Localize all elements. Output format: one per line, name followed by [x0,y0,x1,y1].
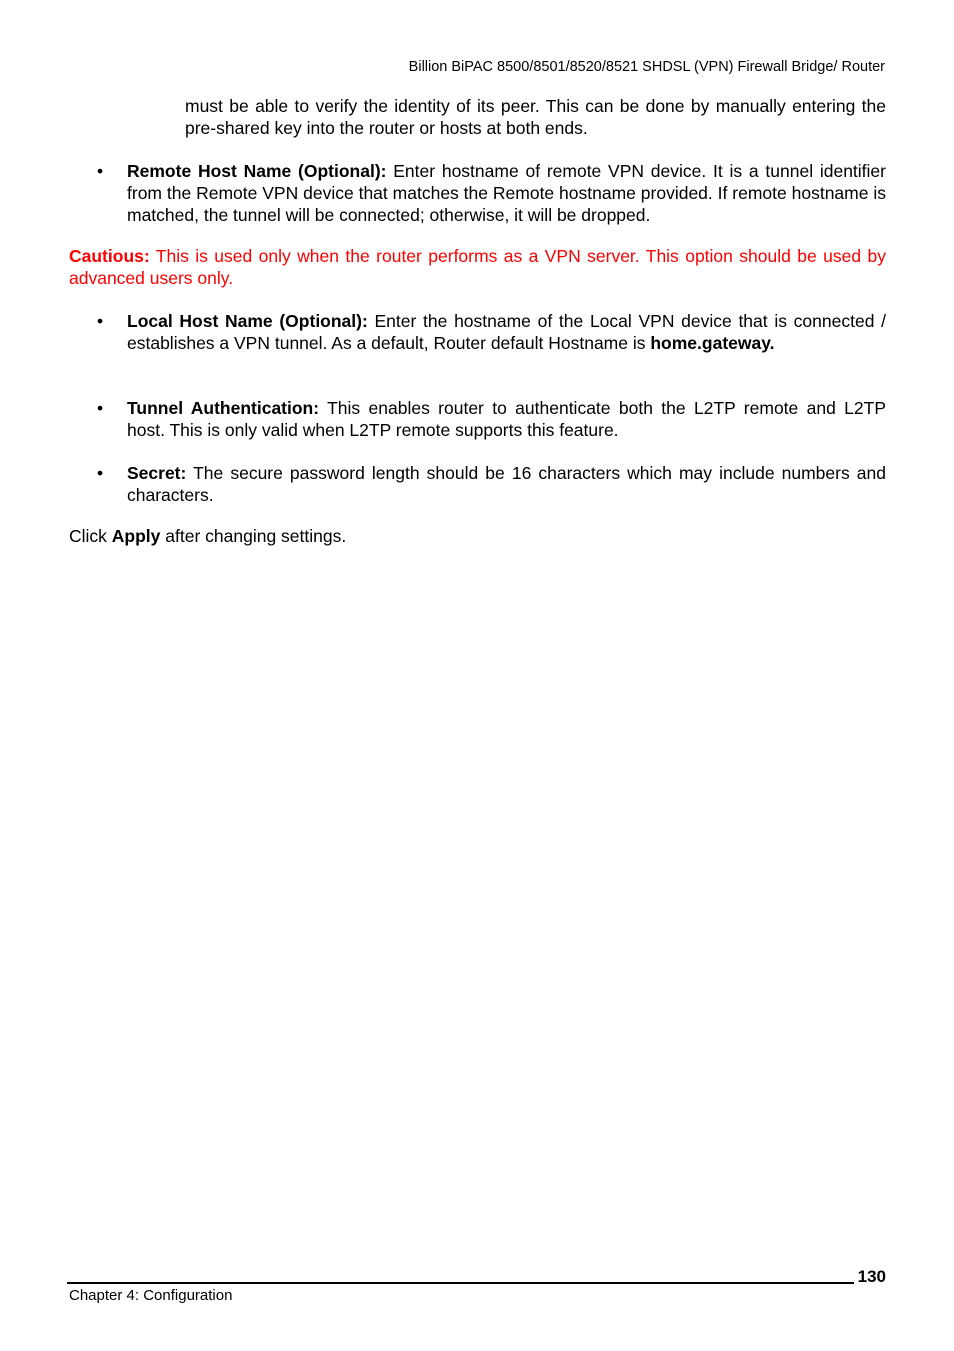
caution-label: Cautious: [69,246,150,266]
bullet-term: Local Host Name (Optional): [127,311,368,331]
bullet-term: Remote Host Name (Optional): [127,161,387,181]
chapter-label: Chapter 4: Configuration [69,1287,233,1304]
apply-suffix: after changing settings. [160,526,347,546]
apply-instruction [69,525,886,547]
bullet-marker: • [97,161,104,181]
bullet-text [127,462,886,506]
bullet-marker: • [97,311,104,331]
caution-note [69,245,886,289]
bullet-description: Enter hostname of remote VPN device. It is a tunnel identifier from the Remote VPN device that matches the Remote hostname provided. If remote hostname is matched, the tunnel will be connected; otherwise, it will be dropped. [127,161,886,225]
bullet-tunnel-authentication [97,397,886,441]
page-number: 130 [857,1267,886,1286]
bullet-marker: • [97,398,104,418]
bullet-text [127,160,886,226]
caution-text: This is used only when the router performs as a VPN server. This option should be used by advanced users only. [69,246,886,288]
bullet-secret [97,462,886,506]
default-hostname: home.gateway. [650,333,775,353]
apply-prefix: Click [69,526,112,546]
bullet-text [127,397,886,441]
continuation-paragraph: must be able to verify the identity of its peer. This can be done by manually entering the pre-shared key into the router or hosts at both ends. [185,96,886,138]
bullet-local-host-name [97,310,886,354]
bullet-text [127,310,886,354]
footer-divider [67,1282,854,1284]
bullet-description: Enter the hostname of the Local VPN device that is connected / establishes a VPN tunnel. As a default, Router default Hostname is [127,311,886,353]
bullet-remote-host-name [97,160,886,226]
bullet-description: The secure password length should be 16 characters which may include numbers and characters. [127,463,886,505]
apply-keyword: Apply [111,526,161,546]
bullet-term: Tunnel Authentication: [127,398,320,418]
bullet-description: This enables router to authenticate both the L2TP remote and L2TP host. This is only valid when L2TP remote supports this feature. [127,398,886,440]
running-header: Billion BiPAC 8500/8501/8520/8521 SHDSL (VPN) Firewall Bridge/ Router [408,59,885,75]
bullet-term: Secret: [127,463,187,483]
bullet-marker: • [97,463,104,483]
